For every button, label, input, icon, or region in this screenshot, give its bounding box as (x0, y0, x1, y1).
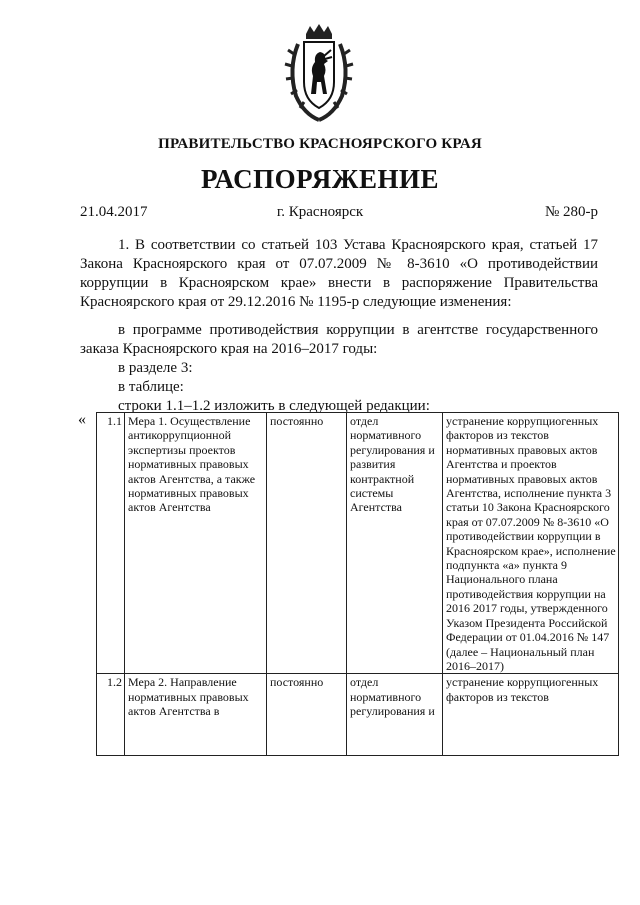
line-section: в разделе 3: (118, 360, 193, 376)
line-rows: строки 1.1–1.2 изложить в следующей редакции: (118, 398, 430, 414)
row-number: 1.1 (97, 413, 125, 674)
document-date: 21.04.2017 (80, 204, 148, 220)
result-cell: устранение коррупциогенных факторов из текстов (443, 674, 619, 756)
amendment-table (96, 412, 619, 756)
responsible-cell: отдел нормативного регулирования и развития контрактной системы Агентства (347, 413, 443, 674)
coat-of-arms-emblem (284, 24, 354, 124)
measure-cell: Мера 2. Направление нормативных правовых актов Агентства в (125, 674, 267, 756)
table-row (97, 674, 619, 756)
row-number: 1.2 (97, 674, 125, 756)
document-number: № 280-р (544, 204, 598, 220)
organization-title: ПРАВИТЕЛЬСТВО КРАСНОЯРСКОГО КРАЯ (158, 136, 482, 152)
responsible-cell: отдел нормативного регулирования и (347, 674, 443, 756)
document-city: г. Красноярск (276, 204, 364, 220)
paragraph-1: 1. В соответствии со статьей 103 Устава Красноярского края, статьей 17 Закона Красноярского края от 07.07.2009 № 8-3610 «О противодействии коррупции в Красноярском крае» внести в распоряжение Правительства Красноярского края от 29.12.2016 № 1195-р следующие изменения: (80, 237, 598, 310)
table-row (97, 413, 619, 674)
term-cell: постоянно (267, 413, 347, 674)
quote-open-mark: « (78, 411, 86, 428)
term-cell: постоянно (267, 674, 347, 756)
document-type-heading: РАСПОРЯЖЕНИЕ (200, 164, 440, 194)
measure-cell: Мера 1. Осуществление антикоррупционной экспертизы проектов нормативных правовых актов Агентства, а также нормативных правовых актов Агентства (125, 413, 267, 674)
paragraph-2: в программе противодействия коррупции в агентстве государственного заказа Красноярского края на 2016–2017 годы: (80, 322, 598, 357)
line-table: в таблице: (118, 379, 184, 395)
result-cell: устранение коррупциогенных факторов из текстов нормативных правовых актов Агентства и проектов нормативных правовых актов Агентства, исполнение пункта 3 статьи 10 Закона Красноярского края от 07.07.2009 № 8-3610 «О противодействии коррупции в Красноярском крае», исполнение подпункта «а» пункта 9 Национального плана противодействия коррупции на 2016 2017 годы, утвержденного Указом Президента Российской Федерации от 01.04.2016 № 147 (далее – Национальный план 2016–2017) (443, 413, 619, 674)
